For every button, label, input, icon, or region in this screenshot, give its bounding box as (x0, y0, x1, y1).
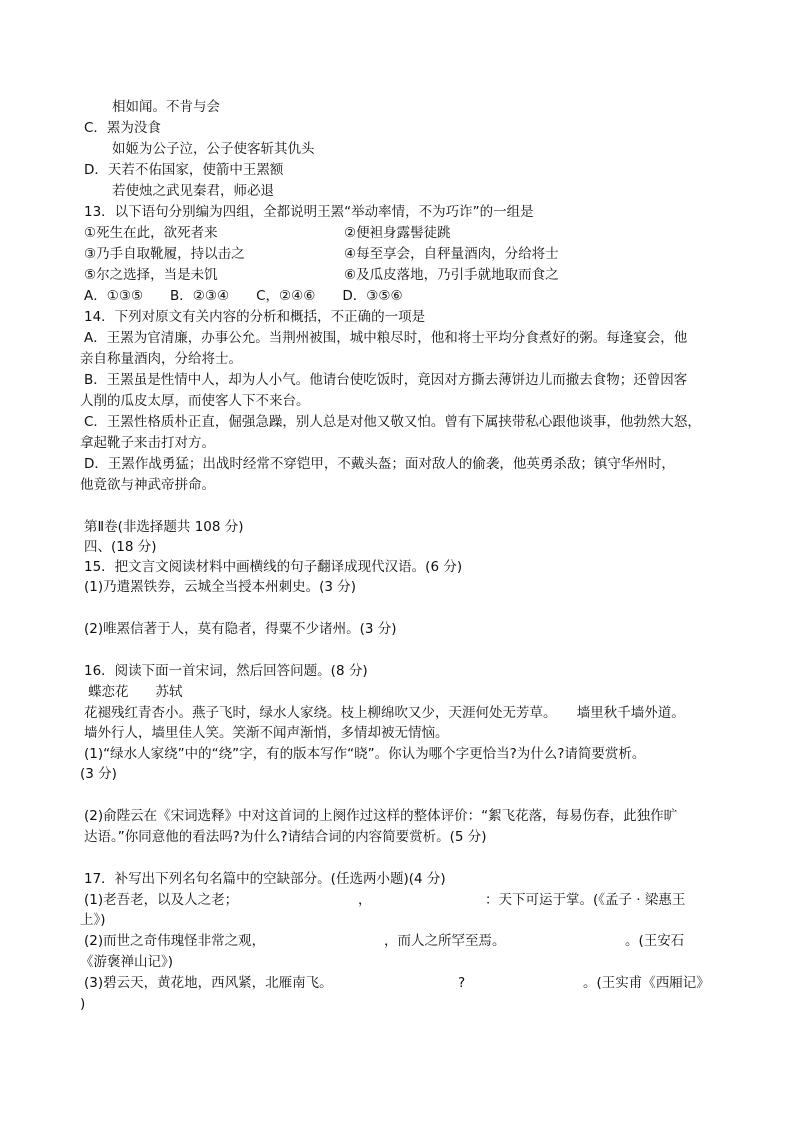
text-line: ，而人之所罕至焉。 (384, 933, 506, 949)
text-line: 。(王安石 (625, 933, 685, 949)
question-17-3: (3)碧云天，黄花地，西风紧，北雁南飞。 (84, 975, 333, 991)
section-heading: 四、(18 分) (84, 539, 157, 555)
option-c: C．罴为没食 (84, 120, 161, 136)
text-line: 拿起靴子来击打对方。 (80, 435, 215, 451)
item-5: ⑤尔之选择，当是未饥 (84, 267, 218, 283)
text-line: (3 分) (80, 766, 117, 782)
text-line: 如姬为公子泣，公子使客斩其仇头 (112, 141, 315, 157)
text-line: 《游褒禅山记》) (80, 954, 174, 970)
question-15: 15．把文言文阅读材料中画横线的句子翻译成现代汉语。(6 分) (84, 559, 463, 575)
question-15-1: (1)乃遣罴铁券，云城全当授本州刺史。(3 分) (84, 579, 357, 595)
item-3: ③乃手自取靴履，持以击之 (84, 246, 245, 262)
item-4: ④每至享会，自秤量酒肉，分给将士 (344, 246, 559, 262)
option-d: D．王罴作战勇猛；出战时经常不穿铠甲，不戴头盔；面对敌人的偷袭，他英勇杀敌；镇守华州时， (84, 456, 675, 472)
question-15-2: (2)唯罴信著于人，莫有隐者，得粟不少诸州。(3 分) (84, 621, 397, 637)
text-line: 相如闻。不肯与会 (112, 99, 220, 115)
question-14: 14．下列对原文有关内容的分析和概括，不正确的一项是 (84, 309, 426, 325)
option-b: B．王罴虽是性情中人，却为人小气。他请台使吃饭时，竟因对方撕去薄饼边儿而撤去食物；还曾因客 (84, 372, 688, 388)
option-a: A．王罴为官清廉，办事公允。当荆州被围，城中粮尽时，他和将士平均分食煮好的粥。每逢宴会，他 (84, 330, 688, 346)
question-16-2: (2)俞陛云在《宋词选释》中对这首词的上阕作过这样的整体评价：“絮飞花落，每易伤春，此独作旷 (84, 808, 678, 824)
text-line: 。(王实甫《西厢记》 (583, 975, 710, 991)
poem-line: 墙外行人，墙里佳人笑。笑渐不闻声渐悄，多情却被无情恼。 (84, 725, 449, 741)
text-line: 上》) (80, 912, 106, 928)
option-c: C．王罴性格质朴正直，倔强急躁，别人总是对他又敬又怕。曾有下属挟带私心跟他谈事，他勃然大怒， (84, 414, 701, 430)
item-2: ②便袒身露髻徒跳 (344, 225, 451, 241)
volume-heading: 第Ⅱ卷(非选择题共 108 分) (84, 519, 244, 535)
poem-line: 花褪残红青杏小。燕子飞时，绿水人家绕。枝上柳绵吹又少，天涯何处无芳草。 墙里秋千墙外道。 (84, 705, 685, 721)
text-line: 人削的瓜皮太厚，而使客人下不来台。 (80, 393, 310, 409)
question-13: 13．以下语句分别编为四组，全都说明王罴“举动率情，不为巧诈”的一组是 (84, 204, 534, 220)
text-line: ) (80, 996, 86, 1012)
item-1: ①死生在此，欲死者来 (84, 225, 218, 241)
blank-separator: ， (358, 892, 372, 908)
question-17-1: (1)老吾老，以及人之老； (84, 892, 239, 908)
question-13-choices: A．①③⑤ B．②③④ C，②④⑥ D．③⑤⑥ (84, 288, 403, 304)
poem-title: 蝶恋花 苏轼 (88, 684, 183, 700)
text-line: ：天下可运于掌。(《孟子 · 梁惠王 (485, 892, 686, 908)
text-line: 亲自称量酒肉，分给将士。 (80, 351, 242, 367)
question-17: 17．补写出下列名句名篇中的空缺部分。(任选两小题)(4 分) (84, 871, 446, 887)
question-16: 16．阅读下面一首宋词，然后回答问题。(8 分) (84, 663, 368, 679)
blank-separator: ? (458, 975, 466, 991)
item-6: ⑥及瓜皮落地，乃引手就地取而食之 (344, 267, 559, 283)
text-line: 达语。”你同意他的看法吗?为什么?请结合词的内容简要赏析。(5 分) (84, 829, 487, 845)
text-line: 他竟欲与神武帝拼命。 (80, 477, 215, 493)
option-d: D．天若不佑国家，使箭中王罴额 (84, 162, 284, 178)
question-17-2: (2)而世之奇伟瑰怪非常之观， (84, 933, 266, 949)
text-line: 若使烛之武见秦君，师必退 (112, 183, 274, 199)
question-16-1: (1)“绿水人家绕”中的“绕”字，有的版本写作“晓”。你认为哪个字更恰当?为什么?请简要赏析。 (84, 746, 646, 762)
